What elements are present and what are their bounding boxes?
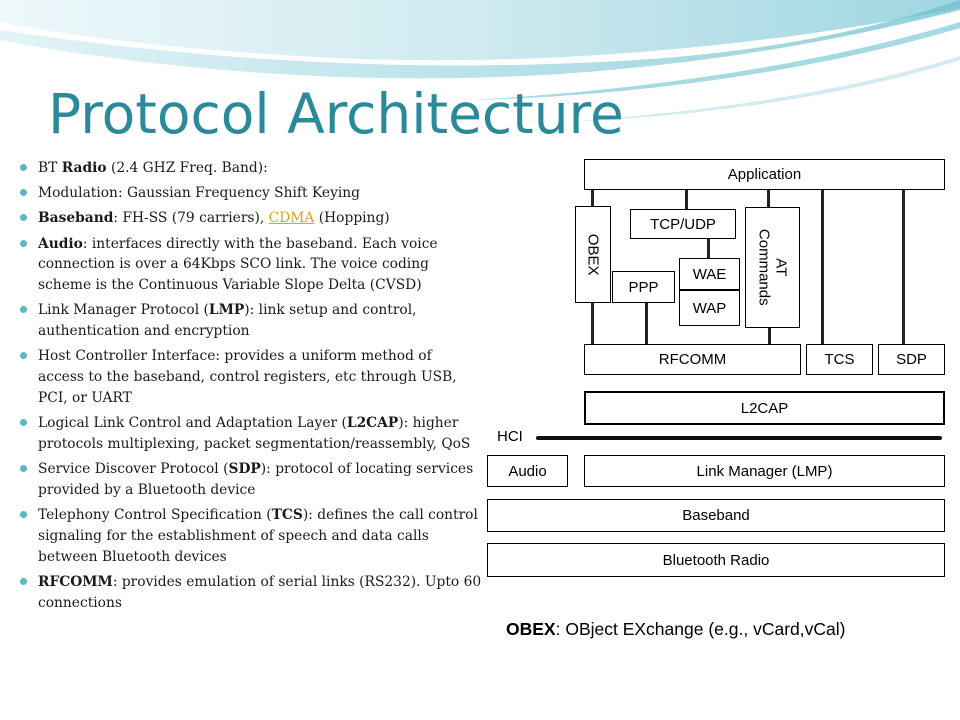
wap-label: WAP bbox=[692, 299, 727, 317]
connector-app-tcs bbox=[821, 190, 824, 344]
sdp-box bbox=[878, 344, 945, 375]
obex-footnote bbox=[506, 619, 845, 640]
bullet-text: Telephony Control Specification ( bbox=[38, 507, 272, 524]
l2cap-box bbox=[584, 391, 945, 425]
bullet-term: LMP bbox=[208, 302, 245, 319]
obex-box bbox=[575, 206, 611, 303]
sdp-label: SDP bbox=[896, 351, 927, 368]
baseband-box bbox=[487, 499, 945, 532]
wae-label: WAE bbox=[692, 265, 727, 283]
baseband-label: Baseband bbox=[682, 507, 750, 524]
connector-obex-rfcomm bbox=[591, 303, 594, 344]
tcp-udp-box bbox=[630, 209, 736, 239]
application-box bbox=[584, 159, 945, 190]
tcs-box bbox=[806, 344, 873, 375]
wae-box bbox=[679, 258, 740, 290]
link-manager-box bbox=[584, 455, 945, 487]
audio-label: Audio bbox=[508, 462, 547, 480]
footnote-definition: : OBject EXchange (e.g., vCard,vCal) bbox=[555, 619, 846, 639]
bullet-term: Baseband bbox=[38, 210, 114, 227]
slide-title: Protocol Architecture bbox=[48, 82, 624, 146]
bullet-term: TCS bbox=[271, 507, 303, 524]
bullet-item bbox=[14, 183, 482, 204]
bullet-item bbox=[14, 459, 482, 501]
bullet-item bbox=[14, 208, 482, 229]
rfcomm-label: RFCOMM bbox=[658, 351, 727, 368]
obex-label: OBEX bbox=[584, 233, 602, 276]
bullet-text: ): higher protocols multiplexing, packet segmentation/reassembly, QoS bbox=[38, 415, 471, 452]
hci-label: HCI bbox=[497, 428, 523, 445]
bullet-text: Host Controller Interface: provides a uniform method of access to the baseband, control registers, etc through USB, PCI, or UART bbox=[38, 348, 457, 406]
bullet-text: : FH-SS (79 carriers), bbox=[113, 210, 269, 227]
bluetooth-radio-label: Bluetooth Radio bbox=[662, 551, 770, 569]
bullet-text: Link Manager Protocol ( bbox=[38, 302, 209, 319]
bullet-item bbox=[14, 413, 482, 455]
bullet-text: Logical Link Control and Adaptation Layer ( bbox=[38, 415, 347, 432]
bullet-item bbox=[14, 505, 482, 567]
bullet-item bbox=[14, 234, 482, 296]
bullet-text: : interfaces directly with the baseband. Each voice connection is over a 64Kbps SCO link. The voice coding scheme is the Continuous Variable Slope Delta (CVSD) bbox=[38, 235, 438, 294]
tcs-label: TCS bbox=[824, 351, 855, 368]
bullet-text: : provides emulation of serial links (RS232). Upto 60 connections bbox=[38, 573, 482, 611]
connector-app-obex bbox=[591, 190, 594, 206]
bullet-text: ): link setup and control, authentication and encryption bbox=[38, 302, 417, 340]
rfcomm-box bbox=[584, 344, 801, 375]
audio-box bbox=[487, 455, 568, 487]
bullet-term: Radio bbox=[61, 160, 107, 176]
connector-app-at bbox=[767, 190, 770, 207]
bullet-term: RFCOMM bbox=[38, 573, 113, 590]
wap-box bbox=[679, 290, 740, 326]
link-manager-label: Link Manager (LMP) bbox=[696, 462, 833, 480]
bullet-text: (Hopping) bbox=[314, 210, 390, 227]
connector-tcp-wae bbox=[707, 239, 710, 258]
l2cap-label: L2CAP bbox=[740, 399, 789, 417]
connector-app-tcp bbox=[685, 190, 688, 209]
footnote-term: OBEX bbox=[506, 619, 556, 639]
bullet-text: (2.4 GHZ Freq. Band): bbox=[106, 160, 268, 176]
bluetooth-radio-box bbox=[487, 543, 945, 577]
bullet-term: L2CAP bbox=[346, 415, 399, 432]
bullet-item bbox=[14, 158, 482, 179]
ppp-label: PPP bbox=[628, 278, 659, 296]
cdma-link[interactable]: CDMA bbox=[268, 210, 315, 227]
bullet-text: ): defines the call control signaling for the establishment of speech and data calls between Bluetooth devices bbox=[38, 507, 478, 565]
connector-at-rfcomm bbox=[768, 328, 771, 344]
bullet-text: ): protocol of locating services provided by a Bluetooth device bbox=[38, 461, 474, 498]
bullet-text: Modulation: Gaussian Frequency Shift Keying bbox=[38, 185, 360, 202]
at-commands-line-1: AT bbox=[772, 258, 790, 277]
at-commands-line-2: Commands bbox=[755, 229, 773, 306]
at-commands-box bbox=[745, 207, 800, 328]
bullet-item bbox=[14, 572, 482, 614]
bullet-item bbox=[14, 300, 482, 342]
connector-ppp-rfcomm bbox=[645, 303, 648, 344]
connector-app-sdp bbox=[902, 190, 905, 344]
bullet-list bbox=[14, 158, 482, 618]
hci-line bbox=[536, 436, 942, 440]
bullet-text: Service Discover Protocol ( bbox=[38, 461, 229, 478]
bullet-text: BT bbox=[38, 160, 62, 176]
application-label: Application bbox=[727, 166, 802, 183]
bullet-term: SDP bbox=[228, 461, 261, 478]
bullet-item bbox=[14, 346, 482, 408]
ppp-box bbox=[612, 271, 675, 303]
bullet-term: Audio bbox=[38, 235, 83, 252]
tcp-udp-label: TCP/UDP bbox=[650, 215, 716, 233]
at-commands-label bbox=[755, 229, 790, 306]
